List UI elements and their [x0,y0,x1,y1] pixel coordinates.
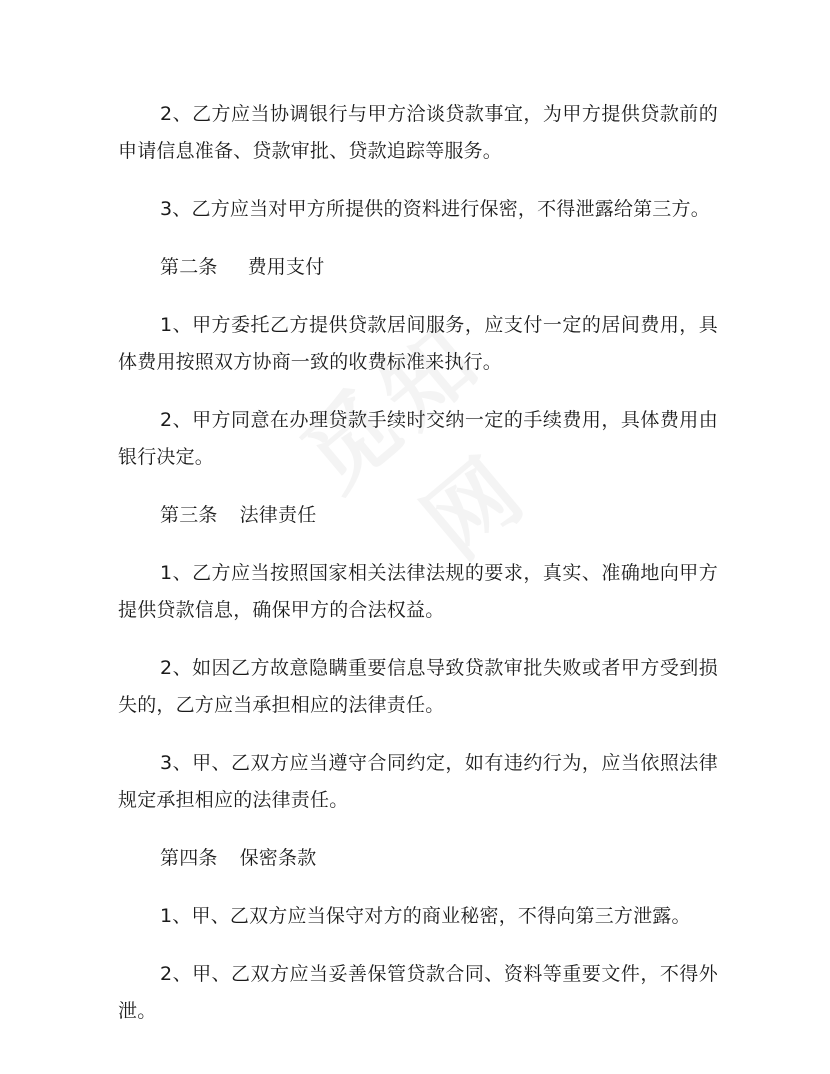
clause-paragraph: 3、甲、乙双方应当遵守合同约定，如有违约行为，应当依照法律规定承担相应的法律责任。 [118,752,718,811]
clause-paragraph: 2、甲方同意在办理贷款手续时交纳一定的手续费用，具体费用由银行决定。 [118,409,718,468]
article-title: 费用支付 [247,256,325,278]
document-body [118,96,718,1051]
article-number: 第二条 [160,256,218,278]
article-title: 法律责任 [239,504,317,526]
clause-paragraph: 1、甲方委托乙方提供贷款居间服务，应支付一定的居间费用，具体费用按照双方协商一致的收费标准来执行。 [118,314,718,373]
article-heading [118,840,718,877]
clause-paragraph: 1、甲、乙双方应当保守对方的商业秘密，不得向第三方泄露。 [160,905,691,927]
clause-paragraph: 1、乙方应当按照国家相关法律法规的要求，真实、准确地向甲方提供贷款信息，确保甲方的合法权益。 [118,562,718,621]
clause-paragraph: 2、甲、乙双方应当妥善保管贷款合同、资料等重要文件，不得外泄。 [118,963,718,1022]
article-heading [118,497,718,534]
article-title: 保密条款 [239,847,317,869]
article-heading [118,249,718,286]
clause-paragraph: 2、乙方应当协调银行与甲方洽谈贷款事宜，为甲方提供贷款前的申请信息准备、贷款审批、贷款追踪等服务。 [118,103,718,162]
clause-paragraph: 2、如因乙方故意隐瞒重要信息导致贷款审批失败或者甲方受到损失的，乙方应当承担相应的法律责任。 [118,657,718,716]
article-number: 第三条 [160,504,218,526]
article-number: 第四条 [160,847,218,869]
clause-paragraph: 3、乙方应当对甲方所提供的资料进行保密，不得泄露给第三方。 [160,198,710,220]
